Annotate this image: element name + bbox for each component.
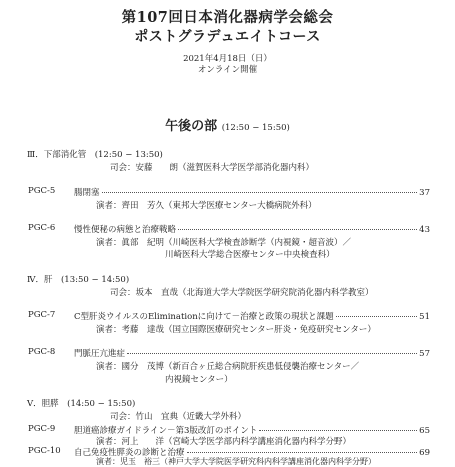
session-title [0, 115, 455, 134]
talk-page: 69 [419, 448, 430, 458]
talk-speaker-affiliation: 内視鏡センター） [165, 375, 233, 385]
session-time: (12:50 − 15:50) [221, 123, 290, 133]
talk-speaker-affiliation: 川崎医科大学総合医療センター中央検査科） [165, 250, 335, 260]
talk-title: 門脈圧亢進症 [74, 349, 126, 359]
talk-code: PGC-5 [28, 186, 56, 196]
talk-code: PGC-10 [28, 446, 61, 456]
leader-dots [178, 229, 417, 230]
talk-code: PGC-9 [28, 424, 56, 434]
section-chair: 司会：坂本 直哉（北海道大学大学院医学研究院消化器内科学教室） [110, 288, 374, 298]
event-format: オンライン開催 [197, 65, 258, 75]
talk-title-line [74, 186, 430, 198]
talk-speaker: 演者：眞部 紀明（川崎医科大学検査診断学（内視鏡・超音波）／ [96, 238, 352, 248]
section-chair: 司会：安藤 朗（滋賀医科大学医学部消化器内科） [110, 163, 315, 173]
talk-code: PGC-8 [28, 347, 56, 357]
talk-title: 慢性便秘の病態と治療戦略 [74, 225, 177, 235]
talk-title: 腸閉塞 [74, 188, 100, 198]
talk-title-line [74, 223, 430, 235]
leader-dots [102, 192, 418, 193]
talk-title: C型肝炎ウイルスのEliminationに向けて－治療と政策の現状と課題 [74, 312, 334, 322]
talk-page: 43 [419, 225, 430, 235]
section-heading: Ⅲ．下部消化管 (12:50 − 13:50) [27, 150, 163, 160]
talk-page: 51 [419, 312, 430, 322]
talk-speaker: 演者：考藤 達哉（国立国際医療研究センター肝炎・免疫研究センター） [96, 325, 376, 335]
session-name: 午後の部 [165, 119, 218, 134]
talk-speaker: 演者：河上 洋（宮崎大学医学部内科学講座消化器内科学分野） [96, 437, 352, 447]
talk-speaker: 演者：児玉 裕三（神戸大学大学院医学研究科内科学講座消化器内科学分野） [96, 457, 376, 466]
talk-page: 57 [419, 349, 430, 359]
talk-title: 胆道癌診療ガイドライン－第3版改訂のポイント [74, 426, 258, 436]
course-subtitle: ポストグラデュエイトコース [134, 29, 321, 45]
talk-code: PGC-6 [28, 223, 56, 233]
leader-dots [187, 452, 418, 453]
leader-dots [259, 430, 417, 431]
talk-page: 37 [419, 188, 430, 198]
conference-title: 第107回日本消化器病学会総会 [121, 9, 334, 26]
talk-page: 65 [419, 426, 430, 436]
event-date: 2021年4月18日（日） [183, 54, 272, 64]
talk-title-line [74, 347, 430, 359]
talk-speaker: 演者：國分 茂博（新百合ヶ丘総合病院肝疾患低侵襲治療センター／ [96, 362, 360, 372]
talk-code: PGC-7 [28, 310, 56, 320]
section-heading: Ⅴ．胆膵 (14:50 − 15:50) [27, 399, 136, 409]
leader-dots [336, 316, 417, 317]
section-heading: Ⅳ．肝 (13:50 − 14:50) [27, 275, 130, 285]
leader-dots [127, 353, 417, 354]
talk-title: 自己免疫性膵炎の診断と治療 [74, 448, 185, 458]
talk-title-line [74, 310, 430, 322]
talk-speaker: 演者：齊田 芳久（東邦大学医療センター大橋病院外科） [96, 201, 317, 211]
section-chair: 司会：竹山 宜典（近畿大学外科） [110, 412, 247, 422]
